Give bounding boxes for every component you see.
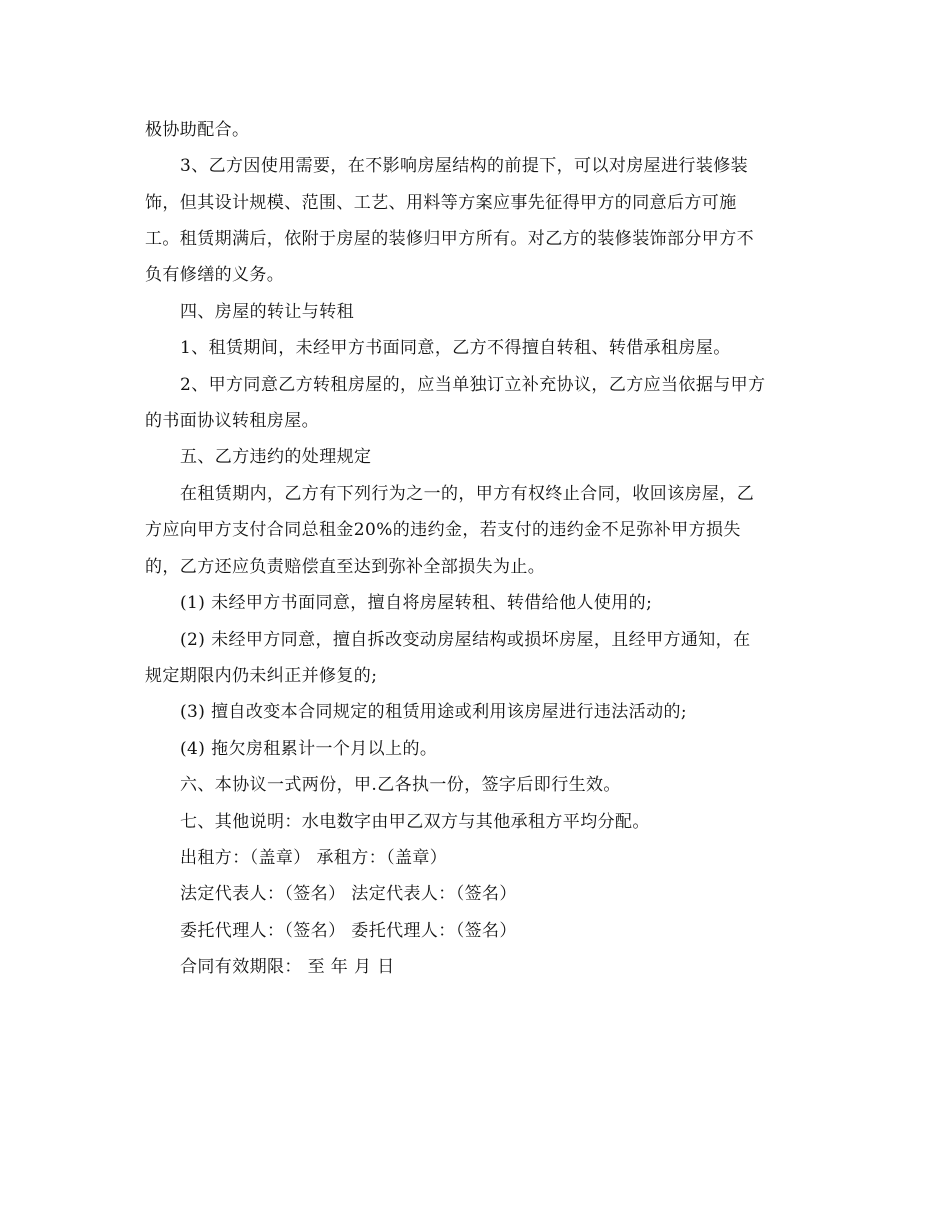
text-line: 1、租赁期间，未经甲方书面同意，乙方不得擅自转租、转借承租房屋。 xyxy=(180,338,731,358)
list-item: (1) 未经甲方书面同意，擅自将房屋转租、转借给他人使用的; xyxy=(180,593,653,613)
text-line: 饰，但其设计规模、范围、工艺、用料等方案应事先征得甲方的同意后方可施 xyxy=(145,193,737,213)
signature-line: 法定代表人：（签名） 法定代表人：（签名） xyxy=(180,884,517,904)
text-line: 极协助配合。 xyxy=(145,120,250,140)
section-heading: 五、乙方违约的处理规定 xyxy=(180,447,372,467)
text-line: 六、本协议一式两份，甲.乙各执一份，签字后即行生效。 xyxy=(180,775,621,795)
text-line: 在租赁期内，乙方有下列行为之一的，甲方有权终止合同，收回该房屋，乙 xyxy=(180,484,755,504)
text-line: 规定期限内仍未纠正并修复的; xyxy=(145,666,378,686)
list-item: (3) 擅自改变本合同规定的租赁用途或利用该房屋进行违法活动的; xyxy=(180,702,688,722)
text-line: 七、其他说明：水电数字由甲乙双方与其他承租方平均分配。 xyxy=(180,812,650,832)
text-line: 3、乙方因使用需要，在不影响房屋结构的前提下，可以对房屋进行装修装 xyxy=(180,156,749,176)
validity-line: 合同有效期限： 至 年 月 日 xyxy=(180,957,395,977)
list-item: (2) 未经甲方同意，擅自拆改变动房屋结构或损坏房屋，且经甲方通知，在 xyxy=(180,630,751,650)
signature-line: 出租方：（盖章） 承租方：（盖章） xyxy=(180,848,448,868)
text-line: 的，乙方还应负责赔偿直至达到弥补全部损失为止。 xyxy=(145,557,546,577)
signature-line: 委托代理人：（签名） 委托代理人：（签名） xyxy=(180,921,517,941)
text-line: 负有修缮的义务。 xyxy=(145,265,285,285)
text-line: 方应向甲方支付合同总租金20%的违约金，若支付的违约金不足弥补甲方损失 xyxy=(145,520,741,540)
section-heading: 四、房屋的转让与转租 xyxy=(180,302,354,322)
list-item: (4) 拖欠房租累计一个月以上的。 xyxy=(180,739,438,759)
text-line: 2、甲方同意乙方转租房屋的，应当单独订立补充协议，乙方应当依据与甲方 xyxy=(180,375,766,395)
text-line: 工。租赁期满后，依附于房屋的装修归甲方所有。对乙方的装修装饰部分甲方不 xyxy=(145,229,754,249)
text-line: 的书面协议转租房屋。 xyxy=(145,411,319,431)
